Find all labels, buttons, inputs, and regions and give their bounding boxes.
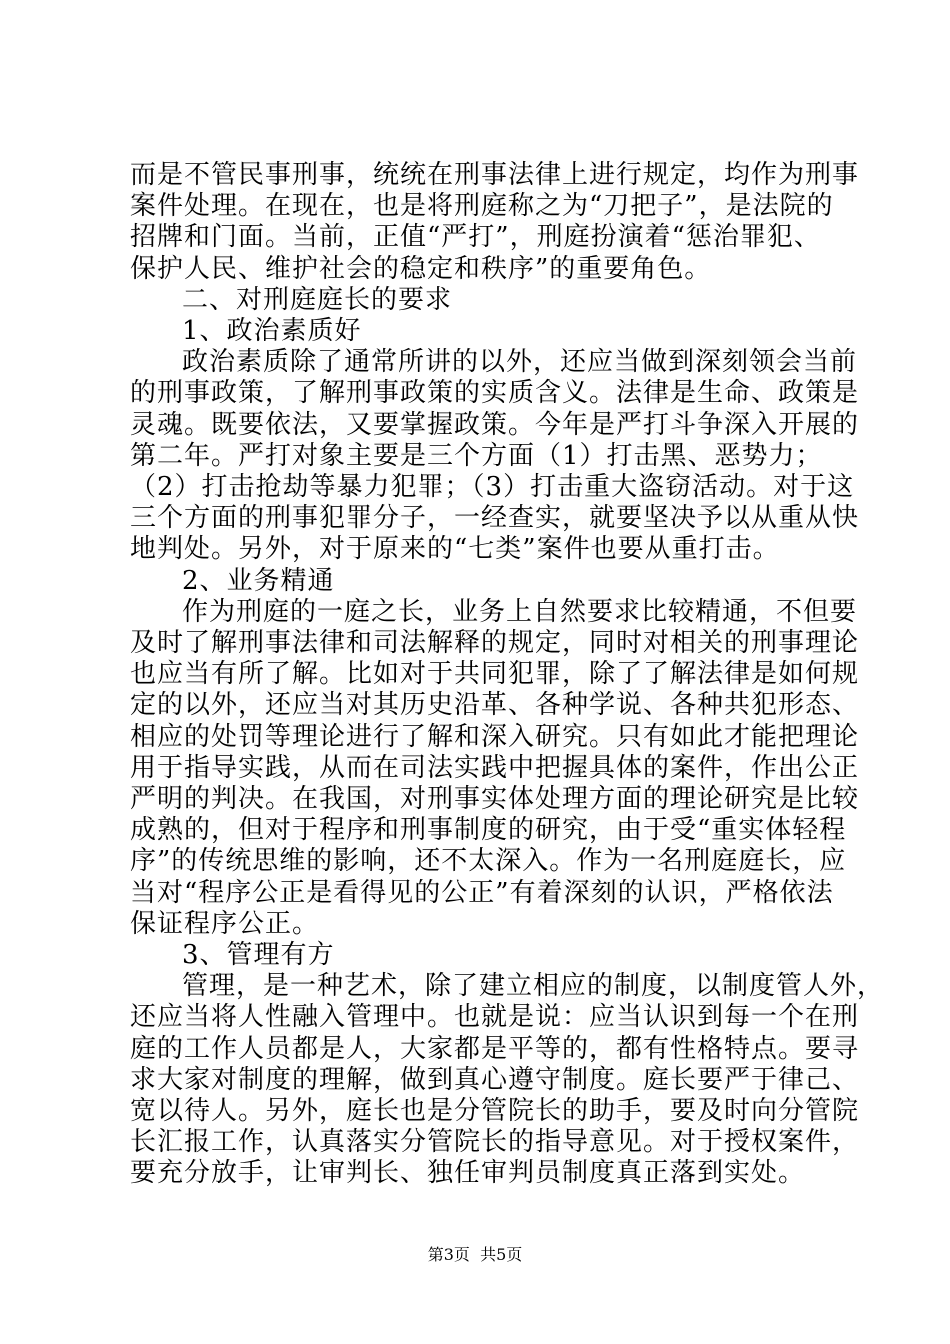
body-text-line: 用于指导实践，从而在司法实践中把握具体的案件，作出公正	[130, 752, 860, 783]
subsection-heading: 1、政治素质好	[182, 316, 362, 346]
body-text-line: 政治素质除了通常所讲的以外，还应当做到深刻领会当前	[182, 347, 858, 378]
body-text-line: 灵魂。既要依法，又要掌握政策。今年是严打斗争深入开展的	[130, 409, 860, 440]
body-text-line: 成熟的，但对于程序和刑事制度的研究，由于受“重实体轻程	[130, 815, 847, 846]
section-heading: 二、对刑庭庭长的要求	[182, 284, 453, 315]
body-text-line: 当对“程序公正是看得见的公正”有着深刻的认识，严格依法	[130, 877, 834, 908]
body-text-line: 而是不管民事刑事，统统在刑事法律上进行规定，均作为刑事	[130, 160, 860, 190]
body-text-line: 案件处理。在现在，也是将刑庭称之为“刀把子”，是法院的	[130, 191, 834, 222]
body-text-line: 保证程序公正。	[130, 908, 320, 939]
body-text-line: 相应的处罚等理论进行了解和深入研究。只有如此才能把理论	[130, 721, 860, 752]
body-text-line: 地判处。另外，对于原来的“七类”案件也要从重打击。	[130, 534, 780, 565]
body-text-line: 第二年。严打对象主要是三个方面（1）打击黑、恶势力；	[130, 440, 823, 471]
body-text-line: 还应当将人性融入管理中。也就是说：应当认识到每一个在刑	[130, 1002, 860, 1033]
subsection-heading: 2、业务精通	[182, 565, 335, 596]
subsection-heading: 3、管理有方	[182, 940, 335, 970]
body-text-line: 求大家对制度的理解，做到真心遵守制度。庭长要严于律己、	[130, 1064, 860, 1095]
body-text-line: 的刑事政策，了解刑事政策的实质含义。法律是生命、政策是	[130, 378, 860, 409]
body-text-line: 定的以外，还应当对其历史沿革、各种学说、各种共犯形态、	[130, 690, 860, 721]
body-text-line: 保护人民、维护社会的稳定和秩序”的重要角色。	[130, 253, 712, 284]
body-text-line: 严明的判决。在我国，对刑事实体处理方面的理论研究是比较	[130, 784, 860, 814]
body-text-line: 也应当有所了解。比如对于共同犯罪，除了了解法律是如何规	[130, 659, 860, 690]
body-text-line: 三个方面的刑事犯罪分子，一经查实，就要坚决予以从重从快	[130, 503, 860, 534]
body-text-line: 作为刑庭的一庭之长，业务上自然要求比较精通，不但要	[182, 596, 858, 627]
body-text-line: 及时了解刑事法律和司法解释的规定，同时对相关的刑事理论	[130, 628, 860, 658]
page-footer: 第3页 共5页	[427, 1245, 523, 1264]
body-text-line: 庭的工作人员都是人，大家都是平等的，都有性格特点。要寻	[130, 1033, 860, 1064]
body-text-line: 要充分放手，让审判长、独任审判员制度真正落到实处。	[130, 1158, 806, 1189]
body-text-line: 管理，是一种艺术，除了建立相应的制度，以制度管人外，	[182, 971, 885, 1002]
body-text-line: （2）打击抢劫等暴力犯罪；（3）打击重大盗窃活动。对于这	[130, 472, 855, 502]
body-text-line: 宽以待人。另外，庭长也是分管院长的助手，要及时向分管院	[130, 1096, 860, 1126]
body-text-line: 长汇报工作，认真落实分管院长的指导意见。对于授权案件，	[130, 1127, 860, 1158]
body-text-line: 序”的传统思维的影响，还不太深入。作为一名刑庭庭长，应	[130, 846, 847, 877]
body-text-line: 招牌和门面。当前，正值“严打”，刑庭扮演着“惩治罪犯、	[130, 222, 821, 253]
